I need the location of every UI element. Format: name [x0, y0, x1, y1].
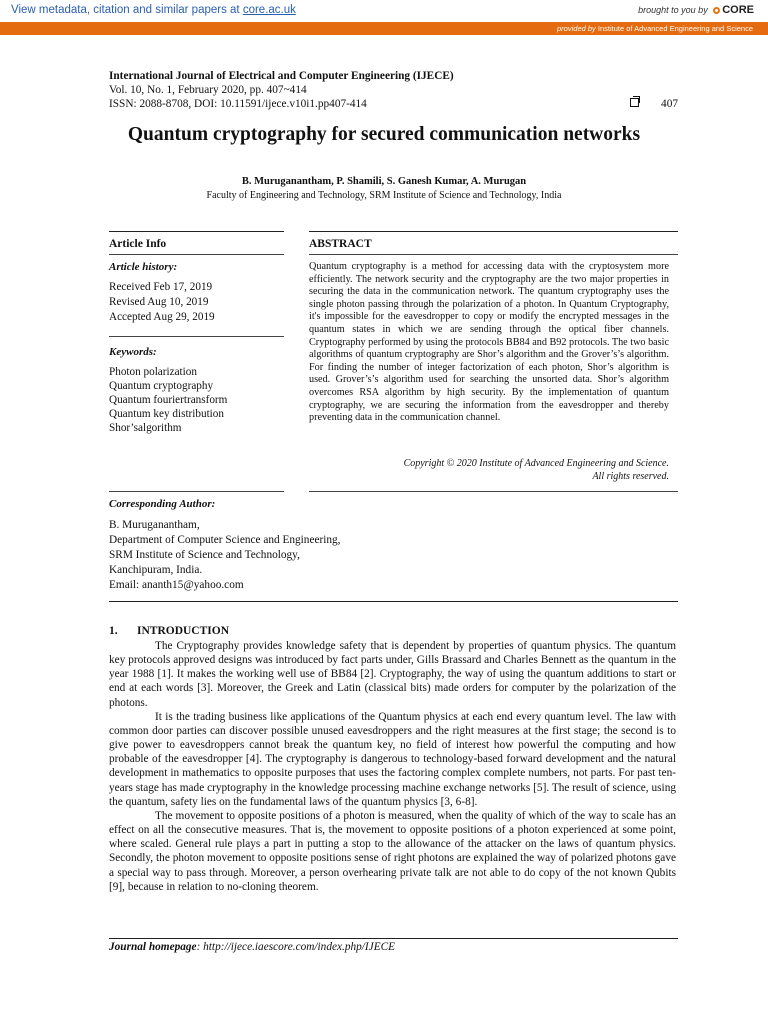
issn-line: ISSN: 2088-8708, DOI: 10.11591/ijece.v10i1.pp407-414 — [109, 98, 367, 110]
paper-title: Quantum cryptography for secured communication networks — [127, 124, 641, 145]
journal-header — [109, 69, 679, 111]
introduction-heading — [109, 625, 229, 637]
copyright-line2: All rights reserved. — [592, 471, 669, 482]
corr-email[interactable]: Email: ananth15@yahoo.com — [109, 579, 244, 591]
journal-homepage — [109, 941, 395, 953]
corresponding-bottom-rule — [109, 601, 678, 602]
corr-inst: SRM Institute of Science and Technology, — [109, 549, 300, 561]
keyword: Quantum key distribution — [109, 408, 224, 420]
keyword: Quantum fouriertransform — [109, 394, 228, 406]
abstract-heading: ABSTRACT — [309, 238, 372, 250]
provider-bar — [0, 22, 768, 35]
paragraph: It is the trading business like applications of the Quantum physics at each end every quantum level. The law with common door parties can discover possible unused eavesdroppers and the right measures at the first stage; the second is to give power to eavesdroppers cannot break the quantum key, no field of interest how powerful the computing and how probable of the eavesdropper [4]. The cryptography is dangerous to technology-based forward development and the natural development in mathematics to opposite purposes that uses the factoring complex complete numbers, not parts. For past ten-years stage has made cryptography in the knowledge processing machine exchange networks [5]. The result of science, using the quantum, safety lies on the fundamental laws of the quantum physics [3, 6-8]. — [109, 710, 676, 808]
section-title: INTRODUCTION — [137, 625, 230, 637]
history-label: Article history: — [109, 261, 178, 273]
keywords-label: Keywords: — [109, 346, 157, 358]
corresponding-author — [109, 518, 341, 593]
paragraph: The movement to opposite positions of a photon is measured, when the quality of which of the way to scale has an effect on all the consecutive measures. That is, the movement to opposite positions of a photon experienced at some point, where scaled. General rule plays a part in putting a stop to the allowance of the attacker on the laws of quantum physics. Secondly, the photon movement to opposite positions sense of right photons are explained the way of polarized photons gave a special way to pass through. Moreover, a person overhearing private talk are not able to do copy of the not known Qubits [9], because in relation to no-cloning theorem. — [109, 809, 676, 893]
homepage-label: Journal homepage — [109, 941, 197, 953]
abstract-text: Quantum cryptography is a method for accessing data with the cryptosystem more efficiently. The network security and the cryptography are the two major properties in securing the data in the communication network. The quantum cryptography uses the single photon passing through the polarization of a photon. In Quantum Cryptography, it's impossible for the eavesdropper to copy or modify the encrypted messages in the quantum states in which we are sending through the optical fiber channels. Cryptography performed by using the protocols BB84 and B92 protocols. The two basic algorithms of quantum cryptography are Shor’s algorithm and the Grover’s’s algorithm. For finding the number of integer factorization of each photon, Shor’s algorithm is used. Grover’s’s algorithm used for searching the unsorted data. Shor’s algorithm overcomes RSA algorithm by high security. By the implementation of quantum cryptography, we are securing the information from the eavesdropper and thereby preventing data in the communication channel. — [309, 261, 669, 424]
footer-rule — [109, 938, 678, 939]
corr-dept: Department of Computer Science and Engineering, — [109, 534, 341, 546]
journal-name: International Journal of Electrical and Computer Engineering (IJECE) — [109, 70, 454, 82]
provider-link[interactable]: Institute of Advanced Engineering and Science — [597, 24, 753, 33]
corr-name: B. Muruganantham, — [109, 519, 200, 531]
metadata-link[interactable] — [11, 4, 296, 16]
copyright — [404, 457, 669, 483]
keywords-rule — [109, 491, 284, 492]
accepted-date: Accepted Aug 29, 2019 — [109, 311, 215, 323]
core-banner — [0, 0, 768, 23]
top-rule-left — [109, 231, 284, 232]
paragraph: The Cryptography provides knowledge safety that is dependent by properties of quantum physics. The quantum key protocols approved designs was introduced by fact parts under, Gills Brassard and Charles Bennett as the quantum in the year 1988 [1]. It makes the working well use of BB84 [2]. Cryptography, the way of using the quantum additions to start or end at each words [3]. Moreover, the Greek and Latin (classical bits) made orders for computer by the polarization of the photons. — [109, 640, 676, 709]
abstract-bottom-rule — [309, 491, 678, 492]
revised-date: Revised Aug 10, 2019 — [109, 296, 209, 308]
core-logo[interactable] — [713, 4, 754, 16]
keyword: Quantum cryptography — [109, 380, 214, 392]
affiliation: Faculty of Engineering and Technology, SRM Institute of Science and Technology, India — [206, 190, 562, 201]
keyword: Shor’salgorithm — [109, 422, 182, 434]
corr-city: Kanchipuram, India. — [109, 564, 203, 576]
core-link[interactable]: core.ac.uk — [242, 4, 296, 16]
history-rule — [109, 336, 284, 337]
copyright-line1: Copyright © 2020 Institute of Advanced Engineering and Science. — [403, 458, 669, 469]
keyword: Photon polarization — [109, 366, 197, 378]
article-history — [109, 280, 215, 325]
authors: B. Muruganantham, P. Shamili, S. Ganesh Kumar, A. Murugan — [241, 176, 527, 187]
received-date: Received Feb 17, 2019 — [109, 281, 213, 293]
homepage-url[interactable]: : http://ijece.iaescore.com/index.php/IJECE — [196, 941, 396, 953]
volume-line: Vol. 10, No. 1, February 2020, pp. 407~414 — [109, 84, 307, 96]
metadata-text: View metadata, citation and similar papers at — [11, 4, 243, 16]
introduction-body — [109, 639, 676, 894]
brought-by-text: brought to you by — [638, 5, 708, 15]
top-rule-right — [309, 231, 678, 232]
page-marker-icon — [630, 98, 639, 107]
keywords-list — [109, 365, 227, 435]
article-info-heading: Article Info — [109, 238, 167, 250]
header-rule-right — [309, 254, 678, 255]
provided-prefix: provided by — [557, 24, 596, 33]
header-rule-left — [109, 254, 284, 255]
page-number: 407 — [661, 98, 678, 110]
core-logo-icon — [713, 7, 720, 14]
brought-by — [638, 4, 754, 16]
section-number: 1. — [109, 625, 118, 637]
corresponding-label: Corresponding Author: — [109, 498, 216, 510]
core-logo-text: CORE — [722, 4, 754, 16]
